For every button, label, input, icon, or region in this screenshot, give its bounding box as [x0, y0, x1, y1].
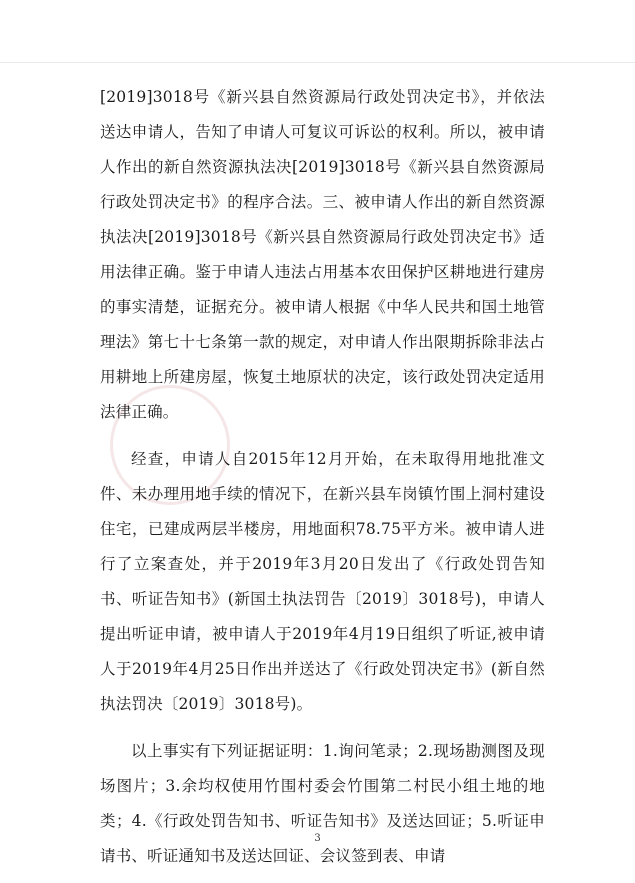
paragraph-1: [2019]3018号《新兴县自然资源局行政处罚决定书》，并依法送达申请人，告知了申请人可复议可诉讼的权利。所以，被申请人作出的新自然资源执法决[2019]3018号《新兴县自然资源局行政处罚决定书》的程序合法。三、被申请人作出的新自然资源执法决[2019]3018号《新兴县自然资源局行政处罚决定书》适用法律正确。鉴于申请人违法占用基本农田保护区耕地进行建房的事实清楚，证据充分。被申请人根据《中华人民共和国土地管理法》第七十七条第一款的规定，对申请人作出限期拆除非法占用耕地上所建房屋，恢复土地原状的决定，该行政处罚决定适用法律正确。: [100, 88, 545, 421]
scan-edge-line: [0, 62, 635, 63]
paragraph-gap: [100, 722, 545, 734]
paragraph-2: 经查，申请人自2015年12月开始，在未取得用地批准文件、未办理用地手续的情况下，在新兴县车岗镇竹围上洞村建设住宅，已建成两层半楼房，用地面积78.75平方米。被申请人进行了立案查处，并于2019年3月20日发出了《行政处罚告知书、听证告知书》(新国土执法罚告〔2019〕3018号)，申请人提出听证申请，被申请人于2019年4月19日组织了听证,被申请人于2019年4月25日作出并送达了《行政处罚决定书》(新自然执法罚决〔2019〕3018号)。: [100, 450, 545, 713]
page-number: 3: [314, 833, 321, 844]
paragraph-gap: [100, 430, 545, 442]
paragraph-3: 以上事实有下列证据证明：1.询问笔录；2.现场勘测图及现场图片；3.余均权使用竹围村委会竹围第二村民小组土地的地类；4.《行政处罚告知书、听证告知书》及送达回证；5.听证申请书、听证通知书及送达回证、会议签到表、申请: [100, 742, 545, 865]
document-page: [100, 80, 545, 874]
